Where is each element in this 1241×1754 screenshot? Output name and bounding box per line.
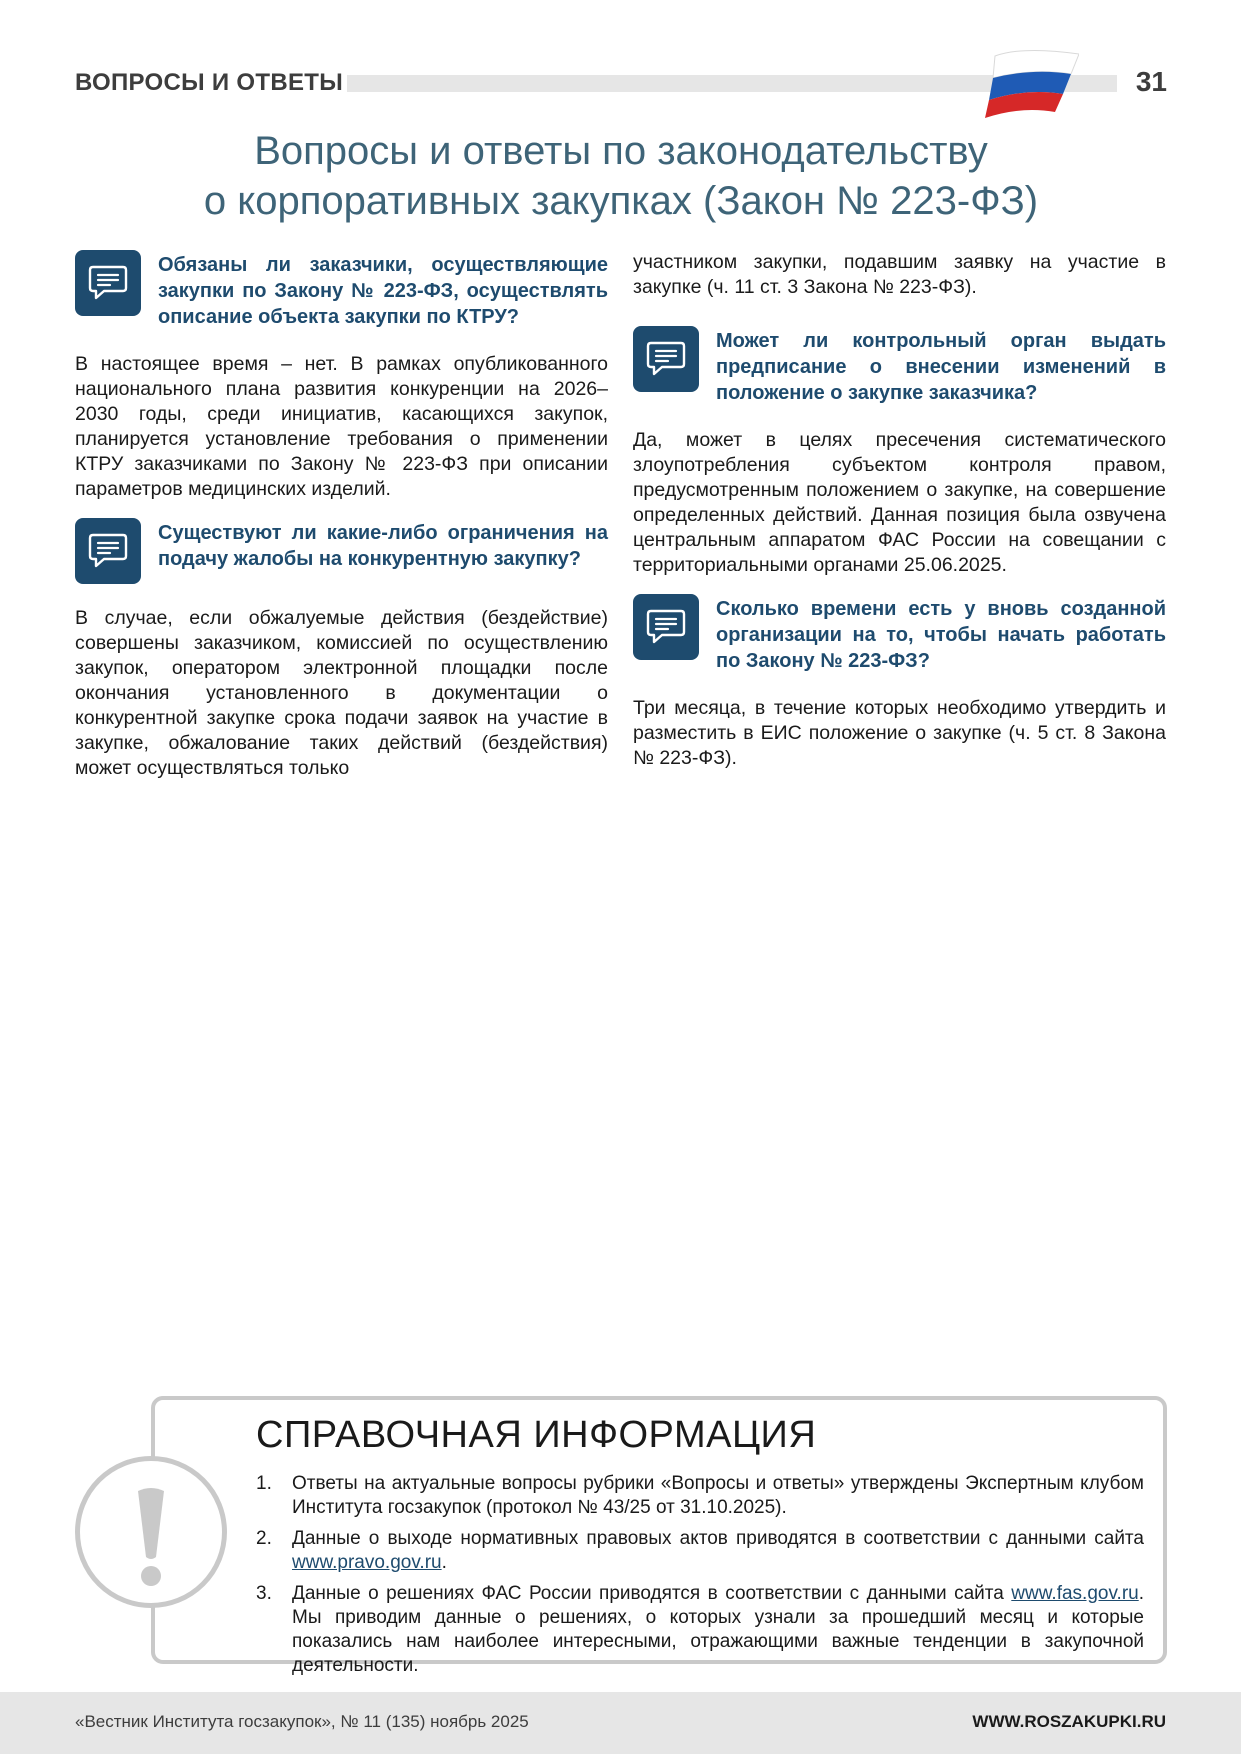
answer-text: В случае, если обжалуемые действия (бездействие) совершены заказчиком, комиссией по осуществлению закупок, оператором электронной площадки после окончания установленного в документации о конкурентной закупке срока подачи заявок на участие в закупке, обжалование таких действий (бездействия) может осуществляться только bbox=[75, 607, 608, 779]
reference-box bbox=[151, 1396, 1167, 1676]
answer-text-continued: участником закупки, подавшим заявку на участие в закупке (ч. 11 ст. 3 Закона № 223-ФЗ). bbox=[633, 251, 1166, 298]
answer-text: Да, может в целях пресечения систематического злоупотребления субъектом контроля правом, предусмотренным положением о закупке, на совершение определенных действий. Данная позиция была озвучена центральным аппаратом ФАС России на совещании с территориальными органами 25.06.2025. bbox=[633, 429, 1166, 576]
chat-bubble-icon bbox=[75, 250, 141, 316]
answer-text: В настоящее время – нет. В рамках опубликованного национального плана развития конкуренции на 2026–2030 годы, среди инициатив, касающихся закупок, планируется установление требования о применении КТРУ заказчиками по Закону № 223-ФЗ при описании параметров медицинских изделий. bbox=[75, 353, 608, 500]
reference-item-body bbox=[292, 1582, 1144, 1678]
page-header bbox=[75, 66, 1167, 102]
page-number: 31 bbox=[1135, 66, 1167, 97]
answer-text: Три месяца, в течение которых необходимо утвердить и разместить в ЕИС положение о закупке (ч. 5 ст. 8 Закона № 223-ФЗ). bbox=[633, 697, 1166, 769]
reference-item-body bbox=[292, 1527, 1144, 1575]
section-label: ВОПРОСЫ И ОТВЕТЫ bbox=[75, 69, 344, 96]
reference-item-number: 2. bbox=[256, 1528, 272, 1549]
question-block bbox=[75, 518, 608, 584]
reference-item-after: . bbox=[441, 1552, 447, 1573]
question-block bbox=[75, 250, 608, 330]
chat-bubble-icon bbox=[633, 594, 699, 660]
reference-item bbox=[256, 1527, 1144, 1575]
page-title bbox=[75, 126, 1167, 226]
reference-item-number: 1. bbox=[256, 1473, 272, 1494]
question-block bbox=[633, 594, 1166, 674]
exclamation-icon bbox=[75, 1456, 227, 1608]
footer-publication: «Вестник Института госзакупок», № 11 (135) ноябрь 2025 bbox=[75, 1712, 529, 1731]
reference-item-text: Ответы на актуальные вопросы рубрики «Вопросы и ответы» утверждены Экспертным клубом Института госзакупок (протокол № 43/25 от 31.10.2025). bbox=[292, 1473, 1144, 1518]
question-text: Может ли контрольный орган выдать предписание о внесении изменений в положение о закупке заказчика? bbox=[716, 330, 1166, 404]
reference-list bbox=[256, 1472, 1144, 1685]
reference-item-text: Данные о решениях ФАС России приводятся в соответствии с данными сайта bbox=[292, 1583, 1012, 1604]
pravo-link[interactable]: www.pravo.gov.ru bbox=[292, 1552, 442, 1573]
page-footer bbox=[0, 1692, 1241, 1754]
question-text: Существуют ли какие-либо ограничения на подачу жалобы на конкурентную закупку? bbox=[158, 522, 608, 570]
chat-bubble-icon bbox=[633, 326, 699, 392]
footer-website-link[interactable]: WWW.ROSZAKUPKI.RU bbox=[972, 1712, 1166, 1731]
question-block bbox=[633, 326, 1166, 406]
page-title-line-2: о корпоративных закупках (Закон № 223-ФЗ) bbox=[203, 179, 1039, 223]
page-title-line-1: Вопросы и ответы по законодательству bbox=[254, 129, 988, 173]
left-column bbox=[75, 250, 608, 797]
reference-item bbox=[256, 1582, 1144, 1678]
chat-bubble-icon bbox=[75, 518, 141, 584]
reference-title: СПРАВОЧНАЯ ИНФОРМАЦИЯ bbox=[256, 1414, 817, 1456]
reference-item-text: Данные о выходе нормативных правовых актов приводятся в соответствии с данными сайта bbox=[292, 1528, 1144, 1549]
right-column bbox=[633, 250, 1166, 787]
russian-flag-icon bbox=[983, 48, 1079, 118]
reference-item-number: 3. bbox=[256, 1583, 272, 1604]
fas-link[interactable]: www.fas.gov.ru bbox=[1011, 1583, 1139, 1604]
question-text: Сколько времени есть у вновь созданной организации на то, чтобы начать работать по Закону № 223-ФЗ? bbox=[716, 598, 1166, 672]
question-text: Обязаны ли заказчики, осуществляющие закупки по Закону № 223-ФЗ, осуществлять описание объекта закупки по КТРУ? bbox=[158, 254, 608, 328]
reference-item bbox=[256, 1472, 1144, 1520]
reference-item-after: . Мы приводим данные о решениях, о которых узнали за прошедший месяц и которые показались нам наиболее интересными, отражающими важные тенденции в закупочной деятельности. bbox=[292, 1583, 1144, 1676]
